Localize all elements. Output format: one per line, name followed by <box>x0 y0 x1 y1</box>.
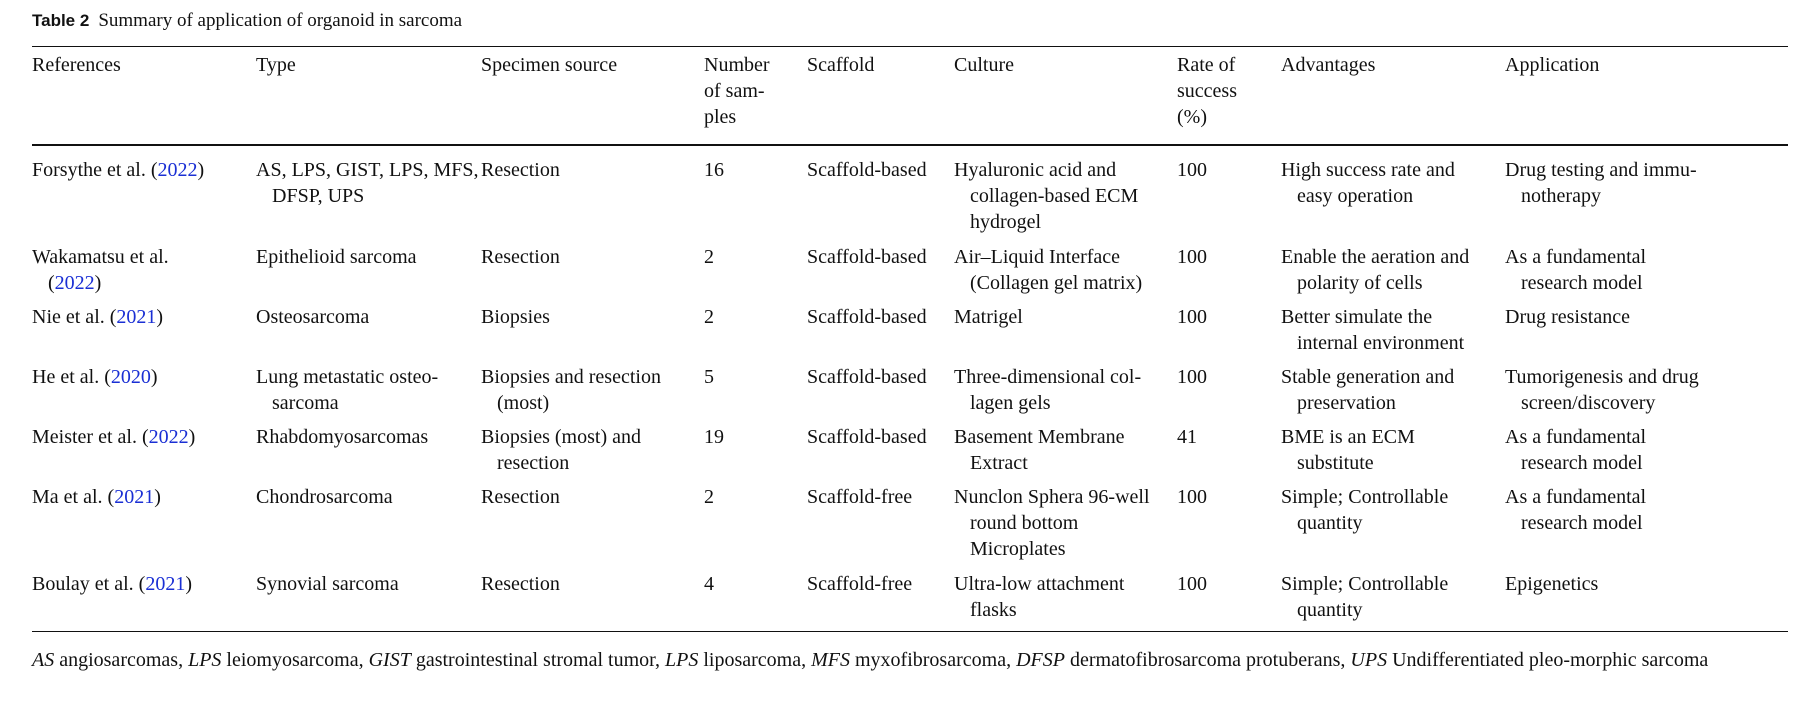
header-row <box>32 47 1788 149</box>
application-text: Drug testing and immu-notherapy <box>1505 159 1697 207</box>
header-culture <box>954 47 1177 149</box>
table-row <box>32 149 1788 236</box>
cell-application <box>1505 476 1788 563</box>
application-text: As a fundamental research model <box>1505 486 1647 534</box>
cell-samples <box>704 416 807 476</box>
cell-application <box>1505 149 1788 236</box>
reference-year-link[interactable]: 2022 <box>148 426 189 448</box>
reference-year-link[interactable]: 2021 <box>116 306 157 328</box>
application-text: Epigenetics <box>1505 573 1599 595</box>
footnote-abbr: LPS <box>188 649 222 671</box>
header-application-text: Application <box>1505 54 1600 76</box>
advantages-text: BME is an ECM substitute <box>1281 426 1415 474</box>
cell-reference <box>32 149 256 236</box>
scaffold-text: Scaffold-based <box>807 306 927 328</box>
advantages-text: High success rate and easy operation <box>1281 159 1455 207</box>
cell-specimen <box>481 356 704 416</box>
culture-text: Three-dimensional col-lagen gels <box>954 366 1142 414</box>
specimen-text: Resection <box>481 573 560 595</box>
footnote-abbr: LPS <box>665 649 699 671</box>
cell-type <box>256 563 481 623</box>
table-caption <box>32 9 462 33</box>
header-advantages <box>1281 47 1505 149</box>
cell-scaffold <box>807 416 954 476</box>
cell-success <box>1177 563 1281 623</box>
specimen-text: Resection <box>481 486 560 508</box>
footnote-text: dermatofibrosarcoma protuberans, <box>1064 649 1351 671</box>
cell-reference <box>32 416 256 476</box>
cell-scaffold <box>807 149 954 236</box>
header-advantages-text: Advantages <box>1281 54 1376 76</box>
cell-application <box>1505 356 1788 416</box>
scaffold-text: Scaffold-based <box>807 246 927 268</box>
cell-success <box>1177 356 1281 416</box>
cell-type <box>256 236 481 296</box>
advantages-text: Stable generation and preservation <box>1281 366 1455 414</box>
reference-close: ) <box>154 486 161 508</box>
cell-culture <box>954 356 1177 416</box>
advantages-text: Enable the aeration and polarity of cells <box>1281 246 1470 294</box>
cell-samples <box>704 476 807 563</box>
cell-advantages <box>1281 563 1505 623</box>
reference-year-link[interactable]: 2022 <box>54 272 95 294</box>
cell-type <box>256 296 481 356</box>
header-rate-of-success-text: Rate of success (%) <box>1177 54 1237 128</box>
header-specimen-source-text: Specimen source <box>481 54 618 76</box>
cell-application <box>1505 563 1788 623</box>
reference-close: ) <box>197 159 205 181</box>
cell-specimen <box>481 476 704 563</box>
advantages-text: Simple; Controllable quantity <box>1281 573 1449 621</box>
header-scaffold <box>807 47 954 149</box>
reference-year-link[interactable]: 2021 <box>114 486 155 508</box>
culture-text: Nunclon Sphera 96-well round bottom Microplates <box>954 486 1150 560</box>
footnote-abbr: DFSP <box>1016 649 1065 671</box>
reference-close: ) <box>188 426 196 448</box>
cell-scaffold <box>807 563 954 623</box>
type-text: Synovial sarcoma <box>256 573 399 595</box>
reference-year-link[interactable]: 2022 <box>157 159 198 181</box>
table-row <box>32 563 1788 623</box>
application-text: As a fundamental research model <box>1505 426 1647 474</box>
reference-close: ) <box>185 573 192 595</box>
cell-reference <box>32 356 256 416</box>
cell-specimen <box>481 563 704 623</box>
cell-reference <box>32 563 256 623</box>
cell-advantages <box>1281 296 1505 356</box>
reference-year-link[interactable]: 2020 <box>110 366 151 388</box>
scaffold-text: Scaffold-free <box>807 486 913 508</box>
cell-application <box>1505 416 1788 476</box>
culture-text: Matrigel <box>954 306 1023 328</box>
cell-advantages <box>1281 476 1505 563</box>
samples-text: 4 <box>704 573 714 595</box>
advantages-text: Better simulate the internal environment <box>1281 306 1465 354</box>
application-text: Tumorigenesis and drug screen/discovery <box>1505 366 1699 414</box>
type-text: AS, LPS, GIST, LPS, MFS, DFSP, UPS <box>256 159 479 207</box>
footnote-text: angiosarcomas, <box>54 649 189 671</box>
cell-reference <box>32 236 256 296</box>
cell-success <box>1177 149 1281 236</box>
table-row <box>32 296 1788 356</box>
success-text: 100 <box>1177 366 1207 388</box>
samples-text: 19 <box>704 426 724 448</box>
success-text: 41 <box>1177 426 1197 448</box>
type-text: Osteosarcoma <box>256 306 370 328</box>
cell-advantages <box>1281 236 1505 296</box>
cell-type <box>256 356 481 416</box>
samples-text: 2 <box>704 306 714 328</box>
cell-advantages <box>1281 149 1505 236</box>
samples-text: 5 <box>704 366 714 388</box>
cell-culture <box>954 236 1177 296</box>
cell-culture <box>954 476 1177 563</box>
cell-advantages <box>1281 356 1505 416</box>
cell-specimen <box>481 236 704 296</box>
cell-culture <box>954 416 1177 476</box>
header-number-of-samples <box>704 47 807 149</box>
header-specimen-source <box>481 47 704 149</box>
cell-advantages <box>1281 416 1505 476</box>
scaffold-text: Scaffold-based <box>807 159 927 181</box>
reference-close: ) <box>156 306 164 328</box>
success-text: 100 <box>1177 246 1207 268</box>
advantages-text: Simple; Controllable quantity <box>1281 486 1449 534</box>
specimen-text: Resection <box>481 246 560 268</box>
header-application <box>1505 47 1788 149</box>
cell-culture <box>954 296 1177 356</box>
footnote-text: gastrointestinal stromal tumor, <box>410 649 666 671</box>
reference-author: Wakamatsu et al. ( <box>32 246 169 294</box>
reference-author: Ma et al. ( <box>32 486 115 508</box>
table-footnote <box>32 647 1788 673</box>
cell-culture <box>954 149 1177 236</box>
reference-author: He et al. ( <box>32 366 111 388</box>
type-text: Chondrosarcoma <box>256 486 393 508</box>
culture-text: Ultra-low attachment flasks <box>954 573 1125 621</box>
culture-text: Air–Liquid Interface (Collagen gel matrix) <box>954 246 1143 294</box>
cell-samples <box>704 563 807 623</box>
cell-scaffold <box>807 296 954 356</box>
footnote-abbr: UPS <box>1350 649 1388 671</box>
scaffold-text: Scaffold-based <box>807 366 927 388</box>
reference-year-link[interactable]: 2021 <box>145 573 186 595</box>
cell-application <box>1505 236 1788 296</box>
cell-specimen <box>481 416 704 476</box>
bottom-rule <box>32 631 1788 632</box>
cell-reference <box>32 296 256 356</box>
type-text: Lung metastatic osteo-sarcoma <box>256 366 439 414</box>
header-references-text: References <box>32 54 121 76</box>
reference-author: Meister et al. ( <box>32 426 149 448</box>
samples-text: 2 <box>704 246 714 268</box>
cell-samples <box>704 236 807 296</box>
reference-author: Nie et al. ( <box>32 306 117 328</box>
specimen-text: Biopsies <box>481 306 550 328</box>
table-row <box>32 416 1788 476</box>
footnote-abbr: AS <box>32 649 55 671</box>
culture-text: Hyaluronic acid and collagen-based ECM hydrogel <box>954 159 1139 233</box>
cell-samples <box>704 149 807 236</box>
type-text: Rhabdomyosarcomas <box>256 426 429 448</box>
application-text: As a fundamental research model <box>1505 246 1647 294</box>
header-culture-text: Culture <box>954 54 1014 76</box>
table-row <box>32 356 1788 416</box>
summary-table <box>32 47 1788 623</box>
cell-application <box>1505 296 1788 356</box>
table-title: Summary of application of organoid in sarcoma <box>98 10 463 31</box>
header-rate-of-success <box>1177 47 1281 149</box>
header-references <box>32 47 256 149</box>
table-row <box>32 476 1788 563</box>
scaffold-text: Scaffold-free <box>807 573 913 595</box>
footnote-text: myxofibrosarcoma, <box>850 649 1017 671</box>
cell-scaffold <box>807 476 954 563</box>
specimen-text: Biopsies (most) and resection <box>481 426 641 474</box>
footnote-abbr: MFS <box>811 649 850 671</box>
specimen-text: Biopsies and resection (most) <box>481 366 661 414</box>
cell-samples <box>704 296 807 356</box>
success-text: 100 <box>1177 486 1207 508</box>
reference-author: Forsythe et al. ( <box>32 159 158 181</box>
footnote-text: liposarcoma, <box>698 649 812 671</box>
cell-specimen <box>481 296 704 356</box>
cell-success <box>1177 236 1281 296</box>
footnote-text: leiomyosarcoma, <box>221 649 369 671</box>
scaffold-text: Scaffold-based <box>807 426 927 448</box>
header-type-text: Type <box>256 54 296 76</box>
samples-text: 2 <box>704 486 714 508</box>
success-text: 100 <box>1177 159 1207 181</box>
table-row <box>32 236 1788 296</box>
footnote-abbr: GIST <box>368 649 411 671</box>
application-text: Drug resistance <box>1505 306 1630 328</box>
cell-reference <box>32 476 256 563</box>
cell-scaffold <box>807 236 954 296</box>
culture-text: Basement Membrane Extract <box>954 426 1125 474</box>
cell-culture <box>954 563 1177 623</box>
reference-close: ) <box>94 272 102 294</box>
header-number-of-samples-text: Number of sam-ples <box>704 54 770 128</box>
samples-text: 16 <box>704 159 724 181</box>
cell-success <box>1177 416 1281 476</box>
footnote-text: Undifferentiated pleo-morphic sarcoma <box>1387 649 1709 671</box>
cell-specimen <box>481 149 704 236</box>
cell-type <box>256 149 481 236</box>
cell-success <box>1177 296 1281 356</box>
header-type <box>256 47 481 149</box>
header-scaffold-text: Scaffold <box>807 54 875 76</box>
cell-type <box>256 416 481 476</box>
cell-scaffold <box>807 356 954 416</box>
success-text: 100 <box>1177 306 1207 328</box>
specimen-text: Resection <box>481 159 560 181</box>
reference-author: Boulay et al. ( <box>32 573 146 595</box>
type-text: Epithelioid sarcoma <box>256 246 417 268</box>
cell-samples <box>704 356 807 416</box>
cell-success <box>1177 476 1281 563</box>
reference-close: ) <box>150 366 158 388</box>
success-text: 100 <box>1177 573 1207 595</box>
cell-type <box>256 476 481 563</box>
table-label: Table 2 <box>32 11 90 30</box>
